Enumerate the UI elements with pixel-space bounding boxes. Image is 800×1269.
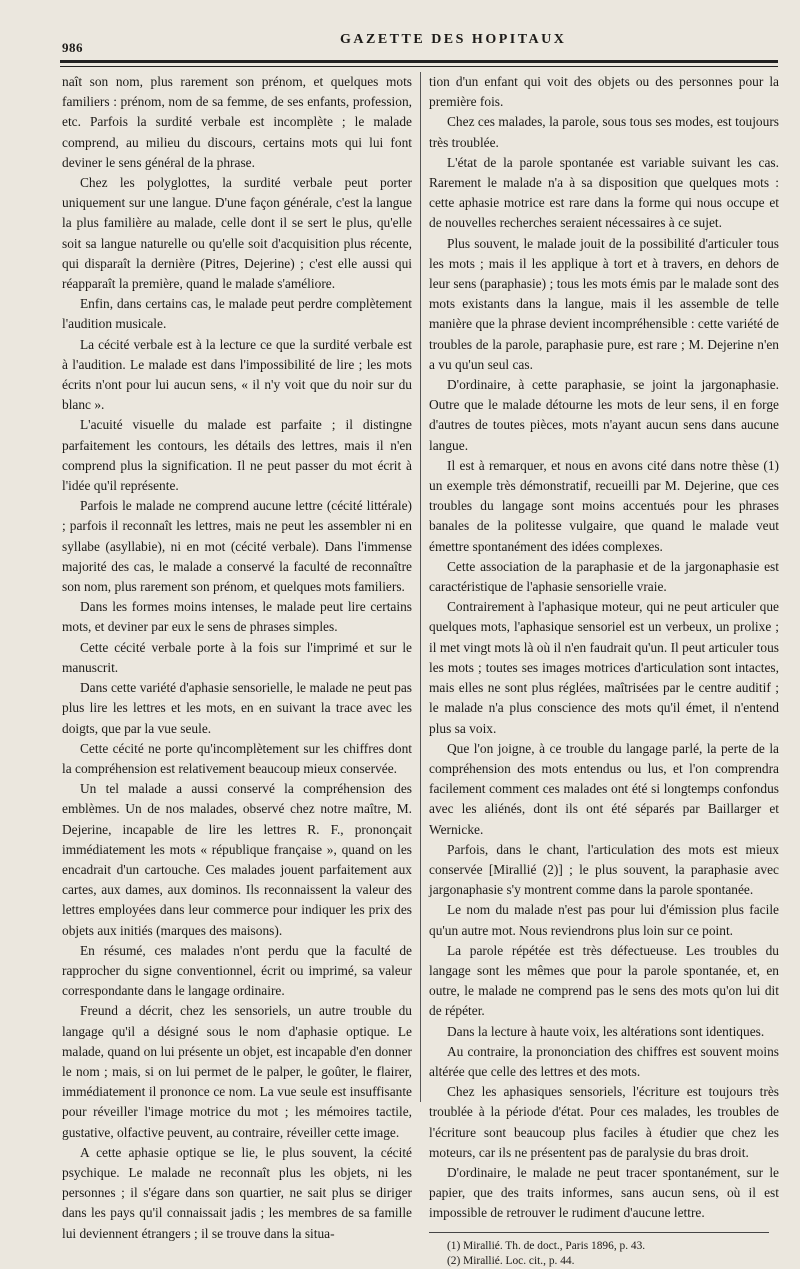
footnote: (1) Mirallié. Th. de doct., Paris 1896, p. 43. (447, 1239, 646, 1252)
paragraph: Plus souvent, le malade jouit de la possibilité d'articuler tous les mots ; mais il les applique à tort et à travers, en dehors de leur sens (paraphasie) ; tous les mots émis par le malade sont des mots existants dans la langue, mais il les assemble de telle manière que la phrase devient incompréhensible : cette variété de troubles de la parole, paraphasie pure, est rare ; M. Dejerine n'en a vu qu'un seul cas. (429, 235, 779, 372)
paragraph: En résumé, ces malades n'ont perdu que la faculté de rapprocher du signe conventionnel, écrit ou imprimé, sa valeur correspondante dans le langage ordinaire. (62, 942, 412, 999)
paragraph: A cette aphasie optique se lie, le plus souvent, la cécité psychique. Le malade ne reconnaît plus les objets, ni les personnes ; il s'égare dans son quartier, ne sait plus se diriger dans les pays qu'il connaissait jadis ; les membres de sa famille lui deviennent étrangers ; il se trouve dans la situa- (62, 1144, 412, 1241)
paragraph: Cette cécité ne porte qu'incomplètement sur les chiffres dont la compréhension est relativement beaucoup mieux conservée. (62, 740, 412, 776)
paragraph: Parfois, dans le chant, l'articulation des mots est mieux conservée [Mirallié (2)] ; le plus souvent, la paraphasie avec jargonaphasie s'y montrent comme dans la parole spontanée. (429, 841, 779, 898)
footnote: (2) Mirallié. Loc. cit., p. 44. (447, 1254, 575, 1267)
footnotes (429, 1239, 779, 1269)
paragraph: Contrairement à l'aphasique moteur, qui ne peut articuler que quelques mots, l'aphasique sensoriel est un verbeux, un prolixe ; il met vingt mots là où il n'en faudrait qu'un. Il peut articuler tous les mots ; toutes ses images motrices d'articulation sont intactes, mais elles ne sont plus réglées, maîtrisées par le centre auditif ; le malade n'a plus conscience des mots qu'il émet, il n'entend plus sa voix. (429, 599, 779, 736)
page-number: 986 (62, 40, 83, 55)
paragraph: La cécité verbale est à la lecture ce que la surdité verbale est à l'audition. Le malade est dans l'impossibilité de lire ; les mots écrits n'ont pour lui aucun sens, « il n'y voit que du noir sur du blanc ». (62, 336, 412, 413)
paragraph: Freund a décrit, chez les sensoriels, un autre trouble du langage qu'il a désigné sous le nom d'aphasie optique. Le malade, quand on lui présente un objet, est incapable d'en donner le nom ; mais, si on lui permet de le palper, le goûter, le flairer, immédiatement il prononce ce nom. La vue seule est insuffisante pour réveiller l'image motrice du mot ; les mémoires tactile, gustative, olfactive peuvent, au contraire, réveiller cette image. (62, 1003, 412, 1140)
header-rule-thin (60, 66, 778, 67)
paragraph: Parfois le malade ne comprend aucune lettre (cécité littérale) ; parfois il reconnaît les lettres, mais ne peut les assembler ni en syllabe (asyllabie), ni en mot (cécité verbale). Dans l'immense majorité des cas, le malade a conservé la faculté de reconnaître son nom, plus rarement son prénom, et quelques mots familiers. (62, 498, 412, 595)
paragraph: L'état de la parole spontanée est variable suivant les cas. Rarement le malade n'a à sa disposition que quelques mots : cette aphasie motrice est rare dans la forme qui nous occupe et de nouvelles recherches seraient nécessaires à ce sujet. (429, 154, 779, 231)
paragraph: D'ordinaire, le malade ne peut tracer spontanément, sur le papier, que des traits informes, sans aucun sens, où il est impossible de retrouver le rudiment d'aucune lettre. (429, 1164, 779, 1221)
left-column (62, 72, 412, 1244)
paragraph: La parole répétée est très défectueuse. Les troubles du langage sont les mêmes que pour la parole spontanée, et, en outre, le malade ne comprend pas le sens des mots qu'on lui dit de répéter. (429, 942, 779, 1019)
running-title: GAZETTE DES HOPITAUX (340, 32, 567, 47)
paragraph: Chez les aphasiques sensoriels, l'écriture est toujours très troublée à la période d'état. Pour ces malades, les troubles de l'écriture sont beaucoup plus faciles à étudier que chez les moteurs, car ils ne présentent pas de paralysie du bras droit. (429, 1084, 779, 1160)
paragraph: Dans les formes moins intenses, le malade peut lire certains mots, et deviner par eux le sens de phrases simples. (62, 599, 412, 635)
paragraph: Un tel malade a aussi conservé la compréhension des emblèmes. Un de nos malades, observé chez notre maître, M. Dejerine, incapable de lire les lettres R. F., prononçait immédiatement les mots « république française », quand on les encadrait d'un cartouche. Ces malades jouent parfaitement aux cartes, aux dames, aux dominos. Ils reconnaissent la valeur des lettres employées dans leur commerce pour indiquer les prix des objets aux initiés (marques des maisons). (62, 781, 412, 938)
paragraph: Il est à remarquer, et nous en avons cité dans notre thèse (1) un exemple très démonstratif, recueilli par M. Dejerine, que ces troubles du langage sont moins accentués pour les phrases banales de la politesse vulgaire, que quand le malade veut émettre spontanément des idées complexes. (429, 457, 779, 554)
paragraph: naît son nom, plus rarement son prénom, et quelques mots familiers : prénom, nom de sa femme, de ses enfants, profession, etc. Parfois la surdité verbale est incomplète ; le malade comprend, au milieu du discours, certains mots qui lui font deviner le sens général de la phrase. (62, 74, 412, 170)
paragraph: Chez ces malades, la parole, sous tous ses modes, est toujours très troublée. (429, 114, 779, 150)
paragraph: Cette association de la paraphasie et de la jargonaphasie est caractéristique de l'aphasie sensorielle vraie. (429, 558, 779, 595)
paragraph: Au contraire, la prononciation des chiffres est souvent moins altérée que celle des lettres et des mots. (429, 1043, 779, 1079)
paragraph: Dans la lecture à haute voix, les altérations sont identiques. (447, 1023, 765, 1039)
paragraph: Dans cette variété d'aphasie sensorielle, le malade ne peut pas plus lire les lettres et les mots, en en suivant la trace avec les doigts, que par la vue seule. (62, 680, 412, 736)
paragraph: Que l'on joigne, à ce trouble du langage parlé, la perte de la compréhension des mots entendus ou lus, et l'on comprendra facilement comment ces malades ont été si longtemps confondus avec les aliénés, dont ils ont été séparés par Baillarger et Wernicke. (429, 740, 779, 837)
column-divider (420, 72, 421, 1102)
paragraph: Enfin, dans certains cas, le malade peut perdre complètement l'audition musicale. (62, 296, 412, 332)
paragraph: Chez les polyglottes, la surdité verbale peut porter uniquement sur une langue. D'une façon générale, c'est la langue la plus familière au malade, celle dont il se sert le plus, qu'elle soit sa langue naturelle ou qu'elle soit d'acquisition plus récente, qui disparaît la dernière (Pitres, Dejerine) ; c'est elle aussi qui réapparaît la première, quand le malade s'améliore. (62, 175, 412, 292)
paragraph: tion d'un enfant qui voit des objets ou des personnes pour la première fois. (429, 74, 779, 110)
header-rule (60, 60, 778, 63)
paragraph: D'ordinaire, à cette paraphasie, se joint la jargonaphasie. Outre que le malade détourne les mots de leur sens, il en forge d'autres de toutes pièces, mots n'ayant aucun sens dans aucune langue. (429, 377, 779, 453)
paragraph: L'acuité visuelle du malade est parfaite ; il distingne parfaitement les contours, les détails des lettres, mais il n'en comprend plus la signification. Il ne peut passer du mot écrit à l'idée qu'il représente. (62, 417, 412, 494)
footnote-rule (429, 1232, 769, 1233)
paragraph: Cette cécité verbale porte à la fois sur l'imprimé et sur le manuscrit. (62, 639, 412, 675)
paragraph: Le nom du malade n'est pas pour lui d'émission plus facile qu'un autre mot. Nous reviendrons plus loin sur ce point. (429, 902, 779, 938)
right-column (429, 72, 779, 1269)
